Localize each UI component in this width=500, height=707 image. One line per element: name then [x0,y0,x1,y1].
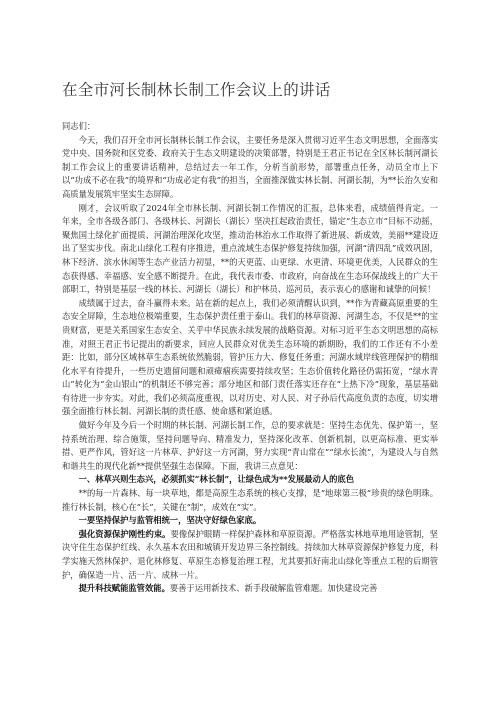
page-title: 在全市河长制林长制工作会议上的讲话 [62,81,331,99]
paragraph-body: 要善于运用新技术、新手段破解监管难题。加快建设完善 [169,583,378,594]
paragraph-challenges: 成绩属于过去，奋斗赢得未来。站在新的起点上，我们必须清醒认识到，**作为青藏高原重要的生态安全屏障，生态地位极端重要，生态保护责任重于泰山。我们的林草资源、河湖生态，不仅是**的宝贵财富，更是关系国家生态安全、关乎中华民族永续发展的战略资源。对标习近平生态文明思想的高标准，对照王君正书记提出的新要求，回应人民群众对优美生态环境的新期盼，我们的工作还有不小差距：比如，部分区域林草生态系统依然脆弱，管护压力大、修复任务重；河湖水域岸线管理保护的精细化水平有待提升，一些历史遗留问题和顽瘴痼疾需要持续攻坚；生态价值转化路径仍需拓宽，“绿水青山”转化为“金山银山”的机制还不够完善；部分地区和部门责任落实还存在“上热下冷”现象，基层基础有待进一步夯实。对此，我们必须高度重视，以对历史、对人民、对子孙后代高度负责的态度，切实增强全面推行林长制、河湖长制的责任感、使命感和紧迫感。 [62,297,438,417]
paragraph-review: 刚才，会议听取了2024年全市林长制、河湖长制工作情况的汇报，总体来看，成绩值得肯定。一年来，全市各级各部门、各级林长、河湖长（湖长）坚决扛起政治责任，锚定“生态立市”目标不动摇，聚焦国土绿化扩面提质、河湖治理深化攻坚，推动治林治水工作取得了新进展、新成效，美丽**建设迈出了坚实步伐。南北山绿化工程有序推进，重点流域生态保护修复持续加强，河湖“清四乱”成效巩固，林下经济、滨水休闲等生态产业活力初显，**的天更蓝、山更绿、水更清、环境更优美，人民群众的生态获得感、幸福感、安全感不断提升。在此，我代表市委、市政府，向奋战在生态环保战线上的广大干部职工，特别是基层一线的林长、河湖长（湖长）和护林员、巡河员，表示衷心的感谢和诚挚的问候！ [62,202,438,295]
subsection-heading-1: 一要坚持保护与监管相统一，坚决守好绿色家底。 [78,515,262,526]
paragraph-resource-protection [62,528,438,582]
paragraph-forest-intro: **的每一片森林、每一块草地，都是高原生态系统的核心支撑，是“地球第三极”珍贵的绿色明珠。推行林长制，核心在“长”，关键在“制”，成效在“实”。 [62,488,438,512]
paragraph-requirements: 做好今年及今后一个时期的林长制、河湖长制工作，总的要求就是：坚持生态优先、保护第一，坚持系统治理、综合施策，坚持问题导向、精准发力，坚持深化改革、创新机制，以更高标准、更实举措、更严作风，管好这一片林草、护好这一方河湖，努力实现“青山常在”“绿水长流”，为建设人与自然和谐共生的现代化新**提供坚强生态保障。下面，我讲三点意见： [62,420,438,471]
paragraph-lead: 强化资源保护刚性约束。 [78,528,171,539]
paragraph-tech-supervision [62,582,438,596]
section-heading-1: 一、林草兴则生态兴，必须抓实“林长制”，让绿色成为**发展最动人的底色 [78,474,355,485]
paragraph-body: 要像保护眼睛一样保护森林和草原资源。严格落实林地草地用途管制，坚决守住生态保护红线、永久基本农田和城镇开发边界三条控制线。持续加大林草资源保护修复力度，科学实施天然林保护、退化林修复、草原生态修复治理工程，尤其要抓好南北山绿化等重点工程的后期管护，确保造一片、活一片、成林一片。 [62,528,438,580]
salutation: 同志们： [62,121,96,131]
paragraph-lead: 提升科技赋能监管效能。 [78,583,170,594]
paragraph-opening: 今天，我们召开全市河长制林长制工作会议，主要任务是深入贯彻习近平生态文明思想，全面落实党中央、国务院和区党委、政府关于生态文明建设的决策部署，特别是王君正书记在全区林长制河湖长制工作会议上的重要讲话精神，总结过去一年工作，分析当前形势，部署重点任务，动员全市上下以“功成不必在我”的境界和“功成必定有我”的担当，全面推深做实林长制、河湖长制，为**长治久安和高质量发展筑牢坚实生态屏障。 [62,134,438,199]
